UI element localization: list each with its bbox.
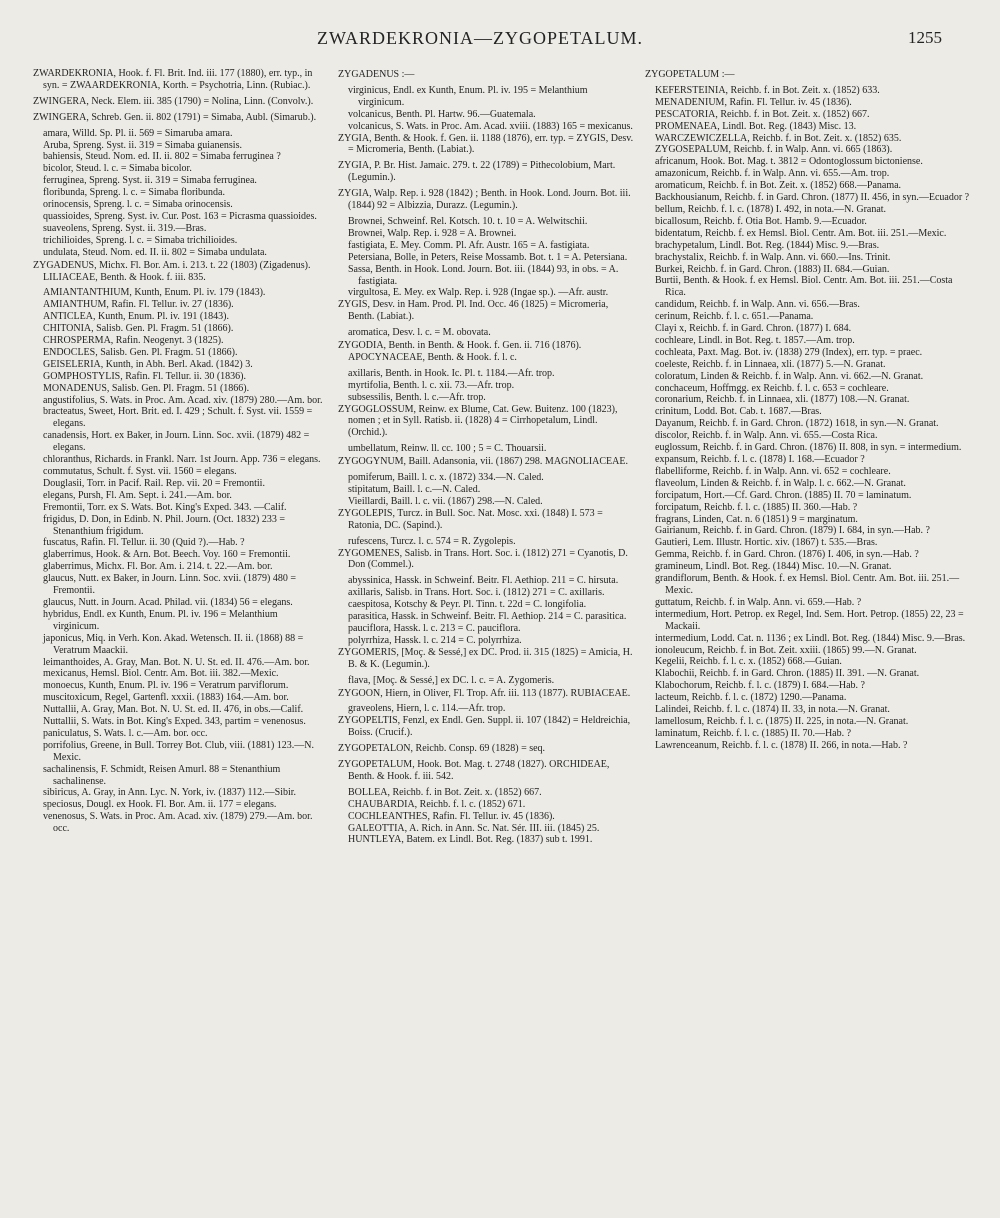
sub-entry: cochleare, Lindl. in Bot. Reg. t. 1857.—Am. trop.: [655, 334, 855, 346]
genus-entry: ZYGADENUS :—: [338, 69, 415, 80]
sub-entry: lamellosum, Reichb. f. l. c. (1875) II. 225, in nota.—N. Granat.: [655, 715, 909, 727]
sub-entry: Nuttallii, S. Wats. in Bot. King's Exped. 343, partim = venenosus.: [43, 716, 306, 728]
sub-entry: flava, [Moç. & Sessé,] ex DC. l. c. = A. Zygomeris.: [348, 674, 555, 686]
sub-entry: forcipatum, Reichb. f. l. c. (1885) II. 360.—Hab. ?: [655, 501, 858, 513]
sub-entry: graveolens, Hiern, l. c. 114.—Afr. trop.: [348, 703, 506, 715]
sub-entry: sachalinensis, F. Schmidt, Reisen Amurl. 88 = Stenanthium sachalinense.: [43, 763, 281, 787]
sub-entry: ANTICLEA, Kunth, Enum. Pl. iv. 191 (1843).: [43, 311, 230, 323]
sub-entry: glaberrimus, Michx. Fl. Bor. Am. i. 214. t. 22.—Am. bor.: [43, 561, 273, 573]
sub-entry: BOLLEA, Reichb. f. in Bot. Zeit. x. (1852) 667.: [348, 786, 542, 798]
sub-entry: CHROSPERMA, Rafin. Neogenyt. 3 (1825).: [43, 335, 224, 347]
sub-entry: glaberrimus, Hook. & Arn. Bot. Beech. Voy. 160 = Fremontii.: [43, 549, 291, 561]
sub-entry: virgultosa, E. Mey. ex Walp. Rep. i. 928 (Ingae sp.). —Afr. austr.: [348, 287, 609, 299]
genus-entry: ZYGIA, Benth. & Hook. f. Gen. ii. 1188 (1876), err. typ. = ZYGIS, Desv. = Micromeria, Benth. (Labiat.).: [338, 132, 634, 156]
sub-entry: GOMPHOSTYLIS, Rafin. Fl. Tellur. ii. 30 (1836).: [43, 370, 247, 382]
sub-entry: quassioides, Spreng. Syst. iv. Cur. Post. 163 = Picrasma quassioides.: [43, 210, 317, 222]
running-title: ZWARDEKRONIA—ZYGOPETALUM.: [316, 28, 644, 48]
column-2: [338, 68, 634, 1208]
sub-entry: virginicus, Endl. ex Kunth, Enum. Pl. iv. 195 = Melanthium virginicum.: [348, 84, 588, 108]
sub-entry: Dayanum, Reichb. f. in Gard. Chron. (1872) 1618, in syn.—N. Granat.: [655, 418, 939, 430]
sub-entry: amazonicum, Reichb. f. in Walp. Ann. vi. 655.—Am. trop.: [655, 168, 890, 180]
sub-entry: Burkei, Reichb. f. in Gard. Chron. (1883) II. 684.—Guian.: [655, 263, 890, 275]
sub-entry: Vieillardi, Baill. l. c. vii. (1867) 298.—N. Caled.: [348, 495, 543, 507]
sub-entry: lacteum, Reichb. f. l. c. (1872) 1290.—Panama.: [655, 692, 847, 704]
sub-entry: parasitica, Hassk. in Schweinf. Beitr. Fl. Aethiop. 214 = C. parasitica.: [348, 611, 627, 623]
sub-entry: expansum, Reichb. f. l. c. (1878) I. 168.—Ecuador ?: [655, 454, 865, 465]
sub-entry: coloratum, Linden & Reichb. f. in Walp. Ann. vi. 662.—N. Granat.: [655, 370, 924, 382]
sub-entry: crinitum, Lodd. Bot. Cab. t. 1687.—Bras.: [655, 406, 822, 418]
genus-entry: ZYGOPELTIS, Fenzl, ex Endl. Gen. Suppl. ii. 107 (1842) = Heldreichia, Boiss. (Crucif.).: [338, 715, 631, 739]
sub-entry: aromatica, Desv. l. c. = M. obovata.: [348, 327, 491, 339]
genus-entry: ZYGOMENES, Salisb. in Trans. Hort. Soc. i. (1812) 271 = Cyanotis, D. Don (Commel.).: [338, 547, 628, 571]
sub-entry: elegans, Pursh, Fl. Am. Sept. i. 241.—Am. bor.: [43, 489, 232, 501]
sub-entry: GALEOTTIA, A. Rich. in Ann. Sc. Nat. Sér. III. iii. (1845) 25.: [348, 822, 600, 834]
sub-entry: volcanicus, Benth. Pl. Hartw. 96.—Guatemala.: [348, 108, 536, 120]
sub-entry: MENADENIUM, Rafin. Fl. Tellur. iv. 45 (1836).: [655, 96, 852, 108]
sub-entry: Petersiana, Bolle, in Peters, Reise Mossamb. Bot. t. 1 = A. Petersiana.: [348, 251, 628, 263]
sub-entry: stipitatum, Baill. l. c.—N. Caled.: [348, 484, 481, 495]
sub-entry: japonicus, Miq. in Verh. Kon. Akad. Wetensch. II. ii. (1868) 88 = Veratrum Maackii.: [43, 632, 304, 656]
sub-entry: leimanthoides, A. Gray, Man. Bot. N. U. St. ed. II. 476.—Am. bor.: [43, 656, 310, 668]
sub-entry: AMIANTANTHIUM, Kunth, Enum. Pl. iv. 179 (1843).: [43, 287, 266, 299]
sub-entry: undulata, Steud. Nom. ed. II. ii. 802 = Simaba undulata.: [43, 246, 267, 258]
sub-entry: canadensis, Hort. ex Baker, in Journ. Linn. Soc. xvii. (1879) 482 = elegans.: [43, 430, 310, 454]
sub-entry: Gemma, Reichb. f. in Gard. Chron. (1876) I. 406, in syn.—Hab. ?: [655, 549, 919, 561]
sub-entry: pomiferum, Baill. l. c. x. (1872) 334.—N. Caled.: [348, 472, 544, 484]
sub-entry: Lalindei, Reichb. f. l. c. (1874) II. 33, in nota.—N. Granat.: [655, 704, 890, 716]
sub-entry: fragrans, Linden, Cat. n. 6 (1851) 9 = marginatum.: [655, 513, 858, 525]
sub-entry: WARCZEWICZELLA, Reichb. f. in Bot. Zeit. x. (1852) 635.: [655, 132, 902, 144]
sub-entry: guttatum, Reichb. f. in Walp. Ann. vi. 659.—Hab. ?: [655, 596, 862, 608]
genus-entry: ZYGIA, Walp. Rep. i. 928 (1842) ; Benth. in Hook. Lond. Journ. Bot. iii. (1844) 92 = Albizzia, Durazz. (Legumin.).: [338, 188, 631, 212]
sub-entry: monoecus, Kunth, Enum. Pl. iv. 196 = Veratrum parviflorum.: [43, 680, 289, 692]
sub-entry: sibiricus, A. Gray, in Ann. Lyc. N. York, iv. (1837) 112.—Sibir.: [43, 787, 297, 799]
sub-entry: Backhousianum, Reichb. f. in Gard. Chron. (1877) II. 456, in syn.—Ecuador ?: [655, 192, 970, 204]
genus-entry: ZYGOPETALUM :—: [645, 69, 735, 80]
sub-entry: polyrrhiza, Hassk. l. c. 214 = C. polyrrhiza.: [348, 634, 522, 646]
sub-entry: angustifolius, S. Wats. in Proc. Am. Acad. xiv. (1879) 280.—Am. bor.: [43, 394, 323, 406]
sub-entry: africanum, Hook. Bot. Mag. t. 3812 = Odontoglossum bictoniense.: [655, 156, 923, 168]
sub-entry: suaveolens, Spreng. Syst. ii. 319.—Bras.: [43, 222, 207, 234]
sub-entry: subsessilis, Benth. l. c.—Afr. trop.: [348, 391, 486, 403]
column-3: [645, 68, 973, 1208]
genus-entry: ZYGOPETALUM, Hook. Bot. Mag. t. 2748 (1827). ORCHIDEAE, Benth. & Hook. f. iii. 542.: [338, 759, 610, 782]
sub-entry: axillaris, Benth. in Hook. Ic. Pl. t. 1184.—Afr. trop.: [348, 367, 555, 379]
sub-entry: coronarium, Reichb. f. in Linnaea, xli. (1877) 108.—N. Granat.: [655, 394, 910, 406]
sub-entry: ENDOCLES, Salisb. Gen. Pl. Fragm. 51 (1866).: [43, 346, 238, 358]
sub-entry: amara, Willd. Sp. Pl. ii. 569 = Simaruba amara.: [43, 127, 233, 139]
sub-entry: discolor, Reichb. f. in Walp. Ann. vi. 655.—Costa Rica.: [655, 430, 878, 442]
page-number: 1255: [908, 28, 942, 47]
sub-entry: Gautieri, Lem. Illustr. Hortic. xiv. (1867) t. 535.—Bras.: [655, 537, 878, 549]
sub-entry: aromaticum, Reichb. f. in Bot. Zeit. x. (1852) 668.—Panama.: [655, 180, 902, 192]
sub-entry: Clayi x, Reichb. f. in Gard. Chron. (1877) I. 684.: [655, 323, 852, 335]
sub-entry: flabelliforme, Reichb. f. in Walp. Ann. vi. 652 = cochleare.: [655, 465, 891, 477]
sub-entry: bahiensis, Steud. Nom. ed. II. ii. 802 = Simaba ferruginea ?: [43, 151, 281, 163]
sub-entry: abyssinica, Hassk. in Schweinf. Beitr. Fl. Aethiop. 211 = C. hirsuta.: [348, 575, 619, 587]
sub-entry: speciosus, Dougl. ex Hook. Fl. Bor. Am. ii. 177 = elegans.: [43, 799, 277, 811]
genus-entry: ZWARDEKRONIA, Hook. f. Fl. Brit. Ind. iii. 177 (1880), err. typ., in syn. = ZWAARDEKRONIA, Korth. = Psychotria, Linn. (Rubiac.).: [33, 68, 313, 91]
sub-entry: flaveolum, Linden & Reichb. f. in Walp. l. c. 662.—N. Granat.: [655, 477, 906, 489]
sub-entry: COCHLEANTHES, Rafin. Fl. Tellur. iv. 45 (1836).: [348, 810, 555, 822]
sub-entry: muscitoxicum, Regel, Gartenfl. xxxii. (1883) 164.—Am. bor.: [43, 692, 289, 704]
sub-entry: paniculatus, S. Wats. l. c.—Am. bor. occ.: [43, 727, 208, 739]
sub-entry: AMIANTHUM, Rafin. Fl. Tellur. iv. 27 (1836).: [43, 299, 234, 311]
sub-entry: chloranthus, Richards. in Frankl. Narr. 1st Journ. App. 736 = elegans.: [43, 454, 321, 466]
sub-entry: ZYGOSEPALUM, Reichb. f. in Walp. Ann. vi. 665 (1863).: [655, 144, 893, 156]
sub-entry: pauciflora, Hassk. l. c. 213 = C. pauciflora.: [348, 622, 521, 634]
sub-entry: forcipatum, Hort.—Cf. Gard. Chron. (1885) II. 70 = laminatum.: [655, 489, 912, 501]
sub-entry: coeleste, Reichb. f. in Linnaea, xli. (1877) 5.—N. Granat.: [655, 358, 886, 370]
sub-entry: frigidus, D. Don, in Edinb. N. Phil. Journ. (Oct. 1832) 233 = Stenanthium frigidum.: [43, 513, 286, 537]
sub-entry: myrtifolia, Benth. l. c. xii. 73.—Afr. trop.: [348, 379, 515, 391]
sub-entry: PROMENAEA, Lindl. Bot. Reg. (1843) Misc. 13.: [655, 120, 857, 132]
sub-entry: fuscatus, Rafin. Fl. Tellur. ii. 30 (Quid ?).—Hab. ?: [43, 537, 245, 549]
sub-entry: CHAUBARDIA, Reichb. f. l. c. (1852) 671.: [348, 798, 526, 810]
sub-entry: brachypetalum, Lindl. Bot. Reg. (1844) Misc. 9.—Bras.: [655, 239, 880, 251]
sub-entry: mexicanus, Hemsl. Biol. Centr. Am. Bot. iii. 382.—Mexic.: [43, 668, 279, 680]
sub-entry: Brownei, Walp. Rep. i. 928 = A. Brownei.: [348, 227, 517, 239]
sub-entry: Sassa, Benth. in Hook. Lond. Journ. Bot. iii. (1844) 93, in obs. = A. fastigiata.: [348, 263, 619, 287]
page-header: [0, 28, 1000, 58]
sub-entry: venenosus, S. Wats. in Proc. Am. Acad. xiv. (1879) 279.—Am. bor. occ.: [43, 811, 313, 835]
sub-entry: cerinum, Reichb. f. l. c. 651.—Panama.: [655, 311, 814, 323]
sub-entry: orinocensis, Spreng. l. c. = Simaba orinocensis.: [43, 199, 233, 211]
sub-entry: porrifolius, Greene, in Bull. Torrey Bot. Club, viii. (1881) 123.—N. Mexic.: [43, 739, 315, 763]
sub-entry: Klabochorum, Reichb. f. l. c. (1879) I. 684.—Hab. ?: [655, 680, 865, 692]
sub-entry: glaucus, Nutt. ex Baker, in Journ. Linn. Soc. xvii. (1879) 480 = Fremontii.: [43, 573, 296, 597]
genus-entry: ZWINGERA, Schreb. Gen. ii. 802 (1791) = Simaba, Aubl. (Simarub.).: [33, 111, 317, 123]
sub-entry: conchaceum, Hoffmgg. ex Reichb. f. l. c. 653 = cochleare.: [655, 382, 889, 394]
sub-entry: gramineum, Lindl. Bot. Reg. (1844) Misc. 10.—N. Granat.: [655, 561, 892, 573]
sub-entry: caespitosa, Kotschy & Peyr. Pl. Tinn. t. 22d = C. longifolia.: [348, 599, 587, 611]
genus-entry: ZYGOGLOSSUM, Reinw. ex Blume, Cat. Gew. Buitenz. 100 (1823), nomen ; et in Syll. Ratisb. ii. (1828) 4 = Cirrhopetalum, Lindl. (Orchid.).: [338, 403, 618, 439]
sub-entry: bellum, Reichb. f. l. c. (1878) I. 492, in nota.—N. Granat.: [655, 203, 887, 215]
sub-entry: fastigiata, E. Mey. Comm. Pl. Afr. Austr. 165 = A. fastigiata.: [348, 239, 590, 251]
sub-entry: Burtii, Benth. & Hook. f. ex Hemsl. Biol. Centr. Am. Bot. iii. 251.—Costa Rica.: [655, 275, 953, 299]
sub-entry: cochleata, Paxt. Mag. Bot. iv. (1838) 279 (Index), err. typ. = praec.: [655, 346, 923, 358]
sub-entry: Fremontii, Torr. ex S. Wats. Bot. King's Exped. 343. —Calif.: [43, 501, 287, 513]
sub-entry: HUNTLEYA, Batem. ex Lindl. Bot. Reg. (1837) sub t. 1991.: [348, 834, 593, 846]
sub-entry: GEISELERIA, Kunth, in Abh. Berl. Akad. (1842) 3.: [43, 358, 253, 370]
sub-entry: bidentatum, Reichb. f. ex Hemsl. Biol. Centr. Am. Bot. iii. 251.—Mexic.: [655, 227, 947, 239]
sub-entry: KEFERSTEINIA, Reichb. f. in Bot. Zeit. x. (1852) 633.: [655, 84, 880, 96]
sub-entry: umbellatum, Reinw. ll. cc. 100 ; 5 = C. Thouarsii.: [348, 443, 547, 455]
sub-entry: rufescens, Turcz. l. c. 574 = R. Zygolepis.: [348, 535, 516, 547]
sub-entry: volcanicus, S. Wats. in Proc. Am. Acad. xviii. (1883) 165 = mexicanus.: [348, 120, 633, 132]
sub-entry: euglossum, Reichb. f. in Gard. Chron. (1876) II. 808, in syn. = intermedium.: [655, 442, 962, 454]
genus-entry: ZYGADENUS, Michx. Fl. Bor. Am. i. 213. t. 22 (1803) (Zigadenus). LILIACEAE, Benth. & Hook. f. iii. 835.: [33, 259, 311, 283]
sub-entry: Klabochii, Reichb. f. in Gard. Chron. (1885) II. 391. —N. Granat.: [655, 668, 920, 680]
genus-entry: ZYGOPETALON, Reichb. Consp. 69 (1828) = seq.: [338, 743, 546, 755]
column-1: [33, 68, 325, 1208]
sub-entry: CHITONIA, Salisb. Gen. Pl. Fragm. 51 (1866).: [43, 323, 234, 335]
sub-entry: bracteatus, Sweet, Hort. Brit. ed. I. 429 ; Schult. f. Syst. vii. 1559 = elegans.: [43, 406, 313, 430]
sub-entry: Nuttallii, A. Gray, Man. Bot. N. U. St. ed. II. 476, in obs.—Calif.: [43, 704, 304, 716]
sub-entry: axillaris, Salisb. in Trans. Hort. Soc. i. (1812) 271 = C. axillaris.: [348, 587, 605, 599]
genus-entry: ZYGODIA, Benth. in Benth. & Hook. f. Gen. ii. 716 (1876). APOCYNACEAE, Benth. & Hook. f. l. c.: [338, 340, 582, 363]
genus-entry: ZYGOON, Hiern, in Oliver, Fl. Trop. Afr. iii. 113 (1877). RUBIACEAE.: [338, 687, 631, 699]
sub-entry: Aruba, Spreng. Syst. ii. 319 = Simaba guianensis.: [43, 139, 242, 151]
sub-entry: floribunda, Spreng. l. c. = Simaba floribunda.: [43, 187, 225, 199]
genus-entry: ZYGOLEPIS, Turcz. in Bull. Soc. Nat. Mosc. xxi. (1848) I. 573 = Ratonia, DC. (Sapind.).: [338, 507, 603, 531]
sub-entry: candidum, Reichb. f. in Walp. Ann. vi. 656.—Bras.: [655, 299, 860, 311]
sub-entry: Brownei, Schweinf. Rel. Kotsch. 10. t. 10 = A. Welwitschii.: [348, 215, 588, 227]
sub-entry: grandiflorum, Benth. & Hook. f. ex Hemsl. Biol. Centr. Am. Bot. iii. 251.—Mexic.: [655, 573, 960, 596]
sub-entry: intermedium, Lodd. Cat. n. 1136 ; ex Lindl. Bot. Reg. (1844) Misc. 9.—Bras.: [655, 632, 966, 644]
sub-entry: Kegelii, Reichb. f. l. c. x. (1852) 668.—Guian.: [655, 656, 842, 668]
sub-entry: trichilioides, Spreng. l. c. = Simaba trichilioides.: [43, 234, 238, 246]
genus-entry: ZYGOGYNUM, Baill. Adansonia, vii. (1867) 298. MAGNOLIACEAE.: [338, 456, 628, 468]
sub-entry: bicolor, Steud. l. c. = Simaba bicolor.: [43, 163, 192, 175]
sub-entry: laminatum, Reichb. f. l. c. (1885) II. 70.—Hab. ?: [655, 727, 852, 739]
sub-entry: glaucus, Nutt. in Journ. Acad. Philad. vii. (1834) 56 = elegans.: [43, 596, 293, 608]
sub-entry: Douglasii, Torr. in Pacif. Rail. Rep. vii. 20 = Fremontii.: [43, 477, 265, 489]
genus-entry: ZYGOMERIS, [Moç. & Sessé,] ex DC. Prod. ii. 315 (1825) = Amicia, H. B. & K. (Legumin.).: [338, 646, 633, 670]
sub-entry: Lawrenceanum, Reichb. f. l. c. (1878) II. 266, in nota.—Hab. ?: [655, 739, 908, 751]
sub-entry: bicallosum, Reichb. f. Otia Bot. Hamb. 9.—Ecuador.: [655, 215, 867, 227]
sub-entry: ionoleucum, Reichb. f. in Bot. Zeit. xxiii. (1865) 99.—N. Granat.: [655, 644, 917, 656]
sub-entry: ferruginea, Spreng. Syst. ii. 319 = Simaba ferruginea.: [43, 175, 257, 187]
genus-entry: ZYGIS, Desv. in Ham. Prod. Pl. Ind. Occ. 46 (1825) = Micromeria, Benth. (Labiat.).: [338, 299, 609, 323]
sub-entry: hybridus, Endl. ex Kunth, Enum. Pl. iv. 196 = Melanthium virginicum.: [43, 608, 278, 632]
sub-entry: commutatus, Schult. f. Syst. vii. 1560 = elegans.: [43, 466, 237, 477]
sub-entry: PESCATORIA, Reichb. f. in Bot. Zeit. x. (1852) 667.: [655, 108, 870, 120]
sub-entry: intermedium, Hort. Petrop. ex Regel, Ind. Sem. Hort. Petrop. (1855) 22, 23 = Mackaii.: [655, 608, 964, 632]
sub-entry: brachystalix, Reichb. f. in Walp. Ann. vi. 660.—Ins. Trinit.: [655, 251, 891, 263]
genus-entry: ZYGIA, P. Br. Hist. Jamaic. 279. t. 22 (1789) = Pithecolobium, Mart. (Legumin.).: [338, 160, 616, 184]
sub-entry: Gairianum, Reichb. f. in Gard. Chron. (1879) I. 684, in syn.—Hab. ?: [655, 525, 930, 537]
sub-entry: MONADENUS, Salisb. Gen. Pl. Fragm. 51 (1866).: [43, 382, 250, 394]
genus-entry: ZWINGERA, Neck. Elem. iii. 385 (1790) = Nolina, Linn. (Convolv.).: [33, 95, 314, 107]
